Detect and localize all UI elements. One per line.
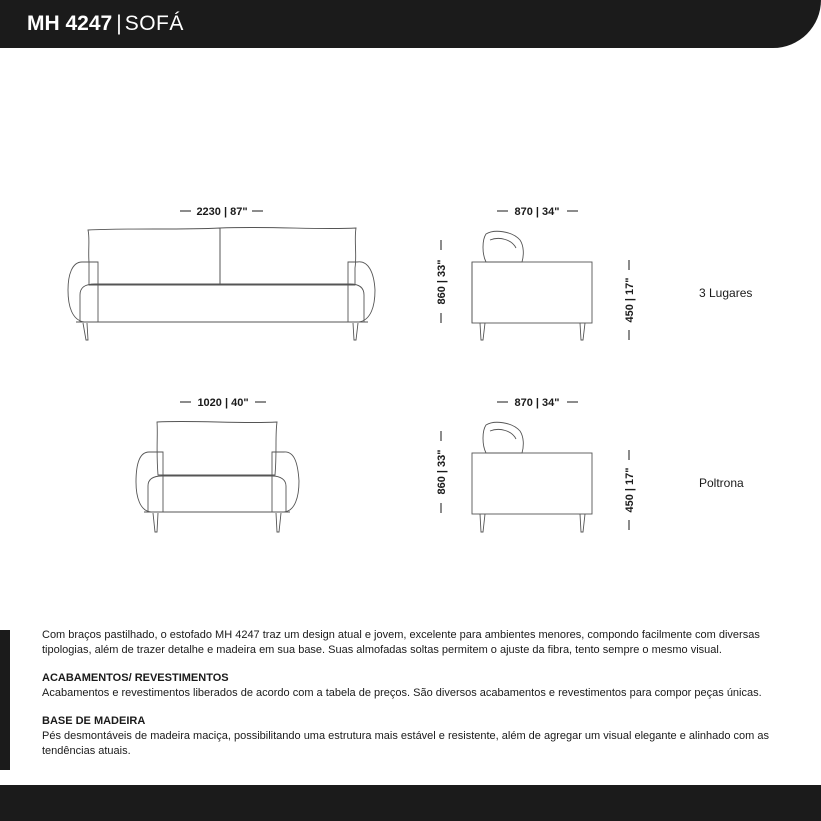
product-code: MH 4247 <box>27 12 113 35</box>
sofa-side-view <box>472 231 592 340</box>
wood-base-section <box>42 714 782 759</box>
armchair-height-dimension: 860 | 33" <box>436 449 448 495</box>
sofa-width-dimension: 2230 | 87" <box>196 206 248 218</box>
armchair-depth-dimension: 870 | 34" <box>514 397 560 409</box>
description-intro: Com braços pastilhado, o estofado MH 4247 traz um design atual e jovem, excelente para ambientes menores, compondo facilmente com diversas tipologias, além de trazer detalhe e madeira em sua base. Suas almofadas soltas permitem o ajuste da fibra, tento sempre o mesmo visual. <box>42 629 760 656</box>
armchair-side-view <box>472 422 592 532</box>
finishes-text: Acabamentos e revestimentos liberados de acordo com a tabela de preços. São diversos acabamentos e revestimentos para compor peças únicas. <box>42 687 762 699</box>
footer-bar <box>0 785 821 821</box>
sofa-front-view <box>68 227 375 340</box>
wood-base-text: Pés desmontáveis de madeira maciça, possibilitando uma estrutura mais estável e resistente, além de agregar um visual elegante e alinhado com as tendências atuais. <box>42 730 769 757</box>
product-name: SOFÁ <box>124 12 184 35</box>
armchair-front-view <box>136 421 299 532</box>
finishes-section <box>42 671 782 701</box>
sofa-seat-height-dimension: 450 | 17" <box>624 277 636 323</box>
armchair-type-label: Poltrona <box>699 476 744 490</box>
armchair-seat-height-dimension: 450 | 17" <box>624 467 636 513</box>
sofa-height-dimension: 860 | 33" <box>436 259 448 305</box>
side-accent-bar <box>0 630 10 770</box>
sofa-type-label: 3 Lugares <box>699 286 753 300</box>
wood-base-title: BASE DE MADEIRA <box>42 715 146 727</box>
product-description <box>42 628 782 759</box>
sofa-depth-dimension: 870 | 34" <box>514 206 560 218</box>
title-separator: | <box>116 12 122 35</box>
armchair-width-dimension: 1020 | 40" <box>197 397 249 409</box>
finishes-title: ACABAMENTOS/ REVESTIMENTOS <box>42 672 229 684</box>
